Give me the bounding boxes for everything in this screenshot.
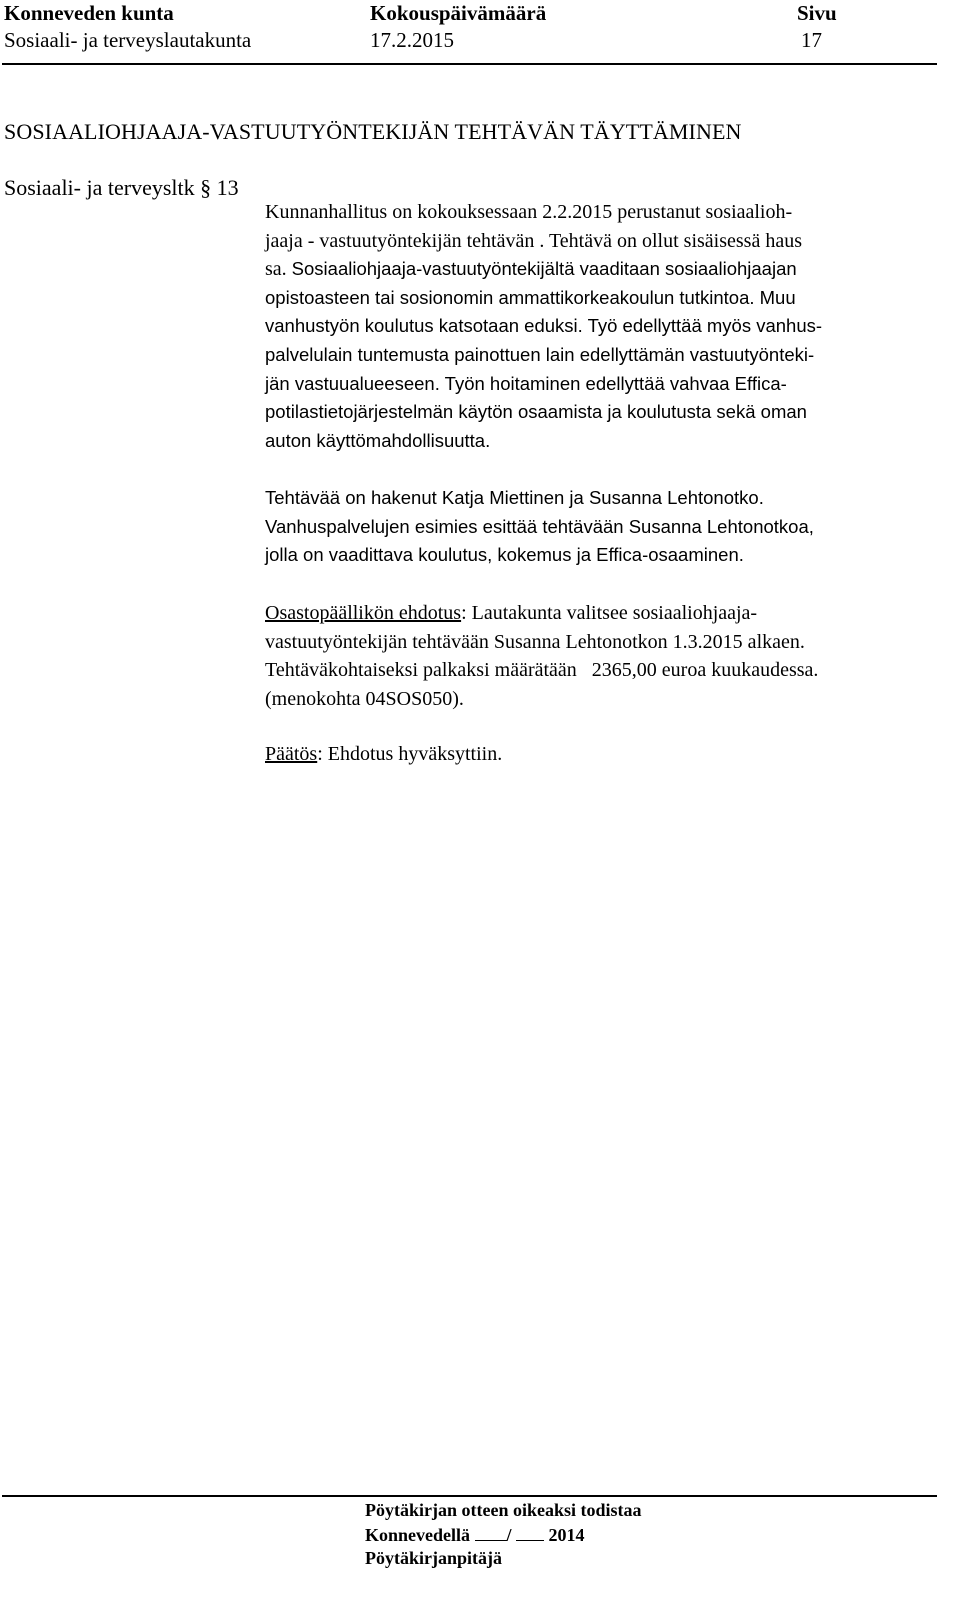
footer-month-blank bbox=[516, 1522, 544, 1541]
paragraph-line: jolla on vaadittava koulutus, kokemus ja Effica-osaaminen. bbox=[265, 544, 744, 566]
paragraph-decision bbox=[265, 740, 945, 769]
proposal-line1: Lautakunta valitsee sosiaaliohjaaja- bbox=[466, 602, 758, 624]
header-divider bbox=[2, 63, 937, 65]
paragraph-line: vastuutyöntekijän tehtävään Susanna Lehtonotkon 1.3.2015 alkaen. bbox=[265, 630, 805, 653]
decision-text: Ehdotus hyväksyttiin. bbox=[322, 743, 503, 765]
paragraph-line: Kunnanhallitus on kokouksessaan 2.2.2015 perustanut sosiaalioh- bbox=[265, 201, 793, 223]
paragraph-line bbox=[265, 599, 945, 628]
decision-colon: : bbox=[317, 743, 323, 765]
footer-place-date bbox=[365, 1522, 585, 1547]
paragraph-line-cont: Sosiaaliohjaaja-vastuutyöntekijältä vaaditaan sosiaaliohjaajan bbox=[291, 258, 797, 280]
paragraph-line: jän vastuualueeseen. Työn hoitaminen edellyttää vahvaa Effica- bbox=[265, 372, 787, 394]
paragraph-proposal bbox=[265, 599, 945, 713]
document-title: SOSIAALIOHJAAJA-VASTUUTYÖNTEKIJÄN TEHTÄVÄN TÄYTTÄMINEN bbox=[4, 119, 742, 144]
paragraph-line: potilastietojärjestelmän käytön osaamista ja koulutusta sekä oman bbox=[265, 401, 807, 423]
footer-year: 2014 bbox=[548, 1525, 585, 1545]
footer-divider bbox=[2, 1495, 937, 1497]
paragraph-line: jaaja - vastuutyöntekijän tehtävän . Tehtävä on ollut sisäisessä haus bbox=[265, 229, 802, 252]
footer-slash: / bbox=[506, 1525, 512, 1545]
paragraph-line: Tehtävää on hakenut Katja Miettinen ja Susanna Lehtonotko. bbox=[265, 487, 764, 508]
proposal-label: Osastopäällikön ehdotus bbox=[265, 602, 462, 624]
paragraph-line: opistoasteen tai sosionomin ammattikorkeakoulun tutkintoa. Muu bbox=[265, 286, 796, 308]
header-page-label: Sivu bbox=[797, 1, 837, 25]
paragraph-line: vanhustyön koulutus katsotaan eduksi. Työ edellyttää myös vanhus- bbox=[265, 315, 823, 337]
footer-signatory: Pöytäkirjanpitäjä bbox=[365, 1548, 502, 1568]
header-date-value: 17.2.2015 bbox=[370, 28, 454, 52]
header-org: Konneveden kunta bbox=[4, 1, 174, 25]
decision-label: Päätös bbox=[265, 743, 318, 765]
header-body-name: Sosiaali- ja terveyslautakunta bbox=[4, 28, 252, 52]
paragraph-line-start: sa. bbox=[265, 258, 292, 281]
header-date-label: Kokouspäivämäärä bbox=[370, 1, 547, 25]
header-page-value: 17 bbox=[801, 28, 822, 52]
paragraph-line: Tehtäväkohtaiseksi palkaksi määrätään 2365,00 euroa kuukaudessa. bbox=[265, 659, 819, 682]
paragraph-line: (menokohta 04SOS050). bbox=[265, 687, 464, 710]
paragraph-line bbox=[265, 255, 945, 284]
paragraph-applicants bbox=[265, 484, 945, 570]
footer-certify: Pöytäkirjan otteen oikeaksi todistaa bbox=[365, 1500, 642, 1520]
proposal-colon: : bbox=[461, 602, 467, 624]
paragraph-line: auton käyttömahdollisuutta. bbox=[265, 429, 491, 451]
paragraph-line bbox=[265, 740, 945, 769]
paragraph-line: Vanhuspalvelujen esimies esittää tehtävään Susanna Lehtonotkoa, bbox=[265, 515, 814, 537]
footer-day-blank bbox=[475, 1522, 507, 1541]
section-reference: Sosiaali- ja terveysltk § 13 bbox=[4, 175, 239, 200]
paragraph-background bbox=[265, 198, 945, 455]
footer-place: Konnevedellä bbox=[365, 1525, 471, 1545]
paragraph-line: palvelulain tuntemusta painottuen lain edellyttämän vastuutyönteki- bbox=[265, 343, 815, 365]
